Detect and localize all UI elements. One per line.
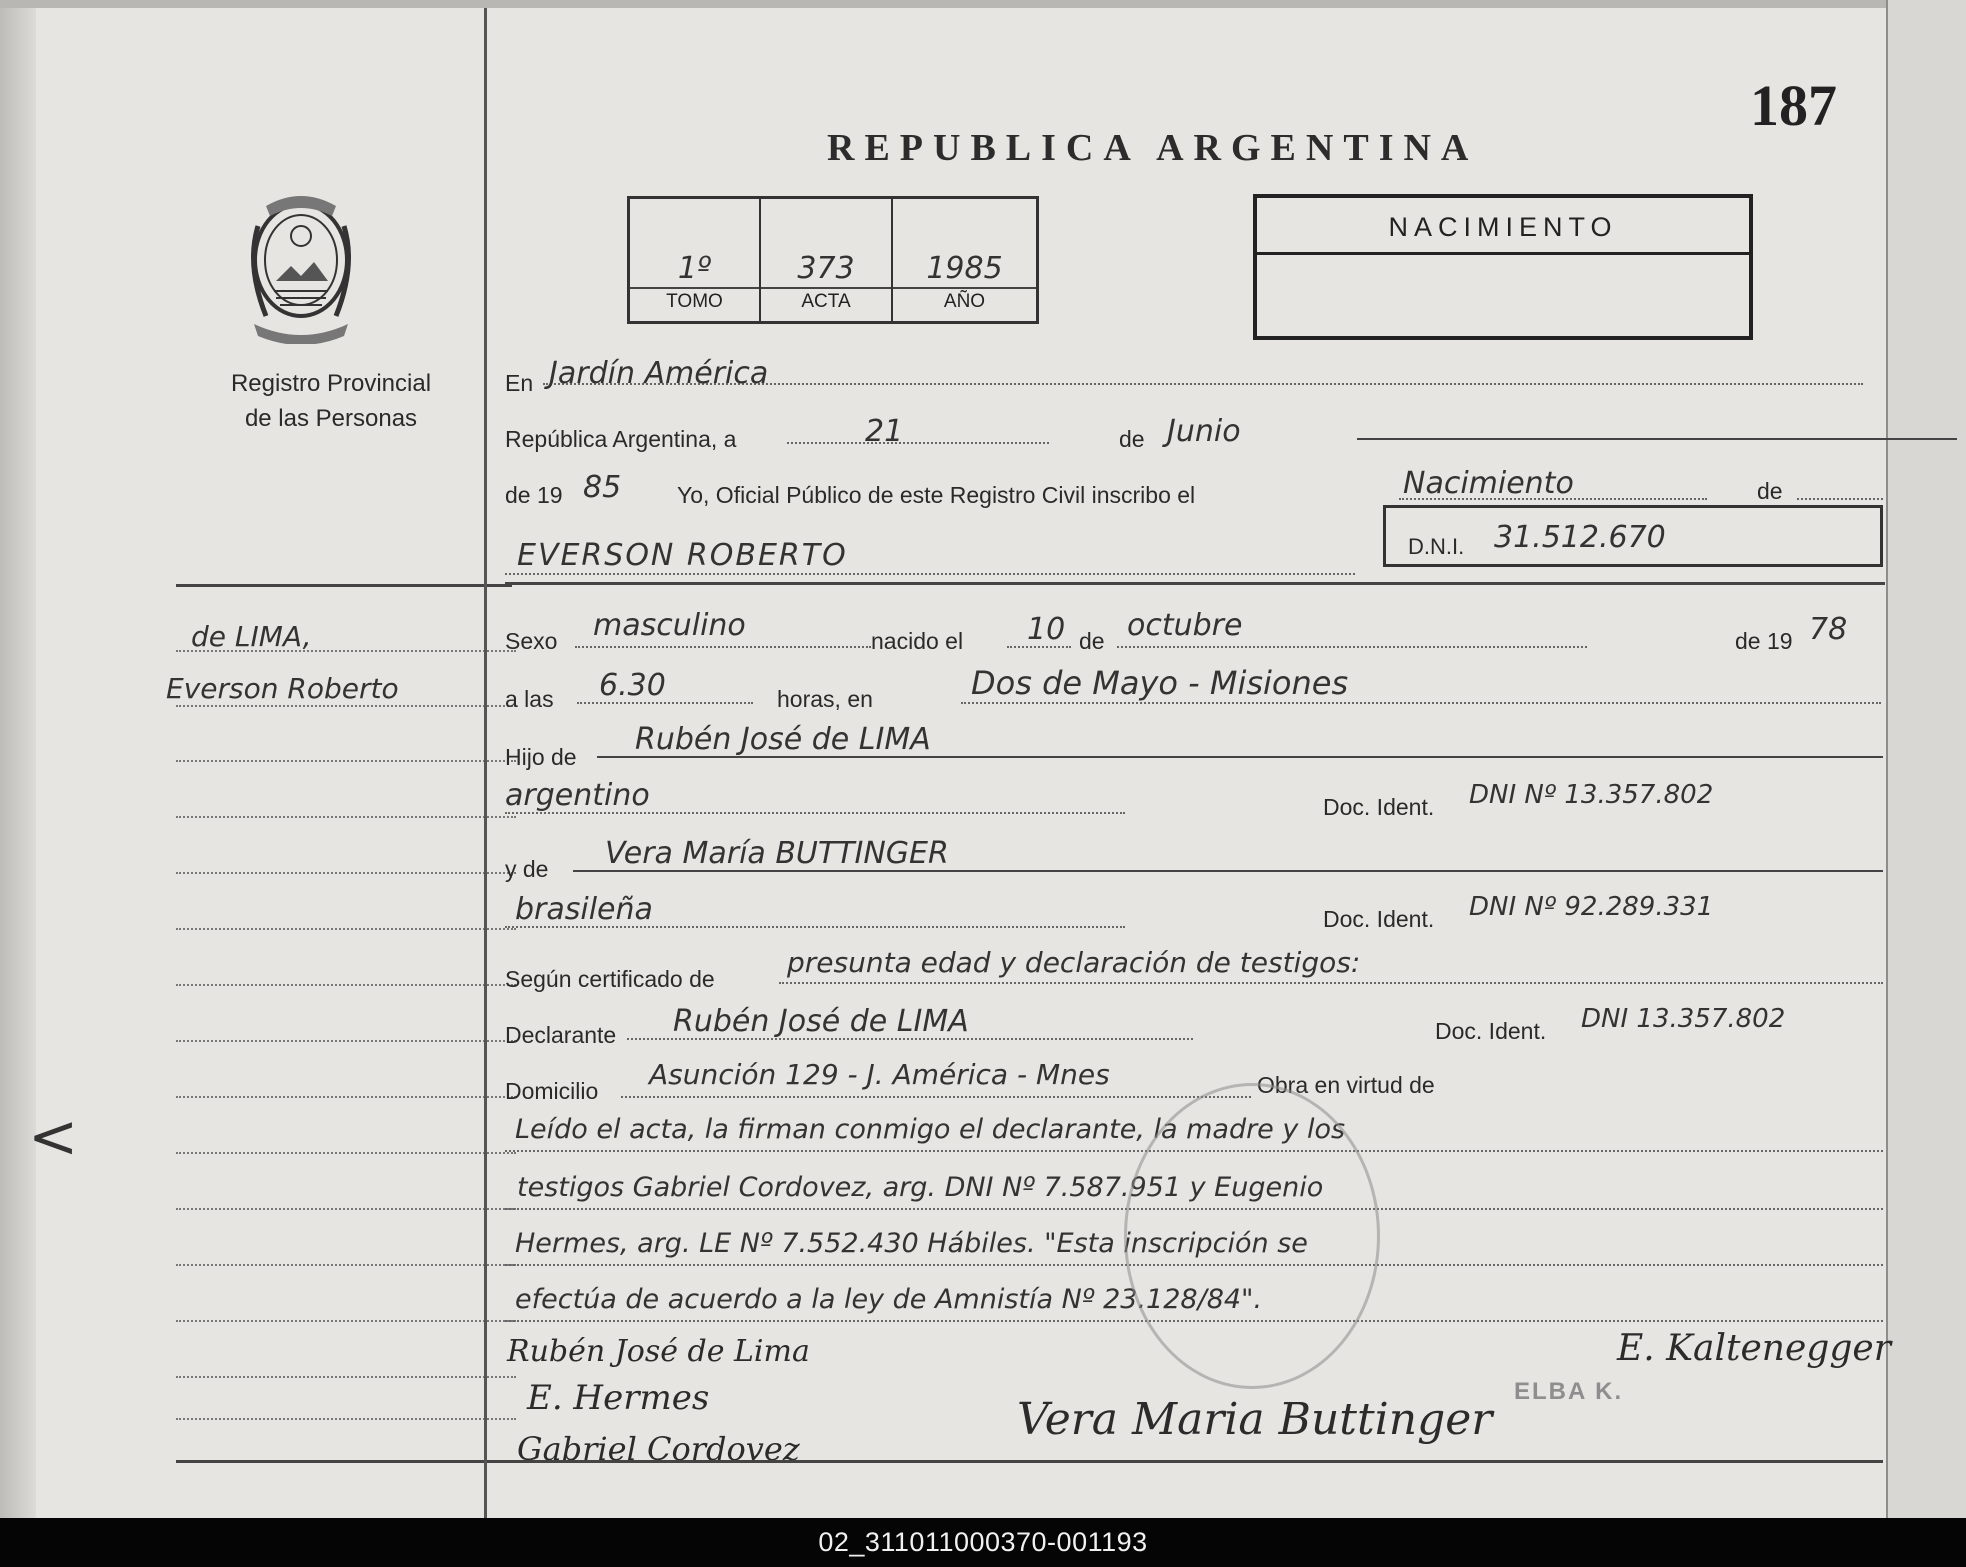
margin-line <box>176 1264 516 1266</box>
father-doc-label: Doc. Ident. <box>1323 794 1435 820</box>
margin-line <box>176 1040 516 1042</box>
officer-stamp: ELBA K. <box>1514 1378 1624 1405</box>
month-line <box>1357 438 1957 440</box>
book-binding <box>0 0 36 1518</box>
hour-value: 6.30 <box>599 668 666 703</box>
margin-line <box>176 705 516 707</box>
born-de-label: de <box>1079 628 1105 654</box>
mother-doc-label: Doc. Ident. <box>1323 906 1435 932</box>
child-name-value: EVERSON ROBERTO <box>517 538 848 573</box>
born-month-value: octubre <box>1127 608 1243 643</box>
margin-note-line1: de LIMA, <box>191 620 312 653</box>
de-label-2: de <box>1757 478 1783 504</box>
yo-text: Yo, Oficial Público de este Registro Civil inscribo el <box>677 482 1196 508</box>
margin-solid-rule-bottom <box>176 1460 512 1463</box>
margin-line <box>176 984 516 986</box>
signature-officer: E. Kaltenegger <box>1617 1328 1891 1369</box>
segun-label: Según certificado de <box>505 966 715 992</box>
left-margin-column <box>36 8 484 1518</box>
de-label: de <box>1119 426 1145 452</box>
record-type-box <box>1253 194 1753 340</box>
father-doc-value: DNI Nº 13.357.802 <box>1469 780 1714 810</box>
document-title: REPUBLICA ARGENTINA <box>827 127 1479 169</box>
event-value: Nacimiento <box>1403 466 1574 501</box>
signature-father: Rubén José de Lima <box>507 1334 810 1369</box>
acta-label: ACTA <box>801 291 851 312</box>
mother-name-value: Vera María BUTTINGER <box>605 836 949 871</box>
hijo-label: Hijo de <box>505 744 577 770</box>
certificado-value: presunta edad y declaración de testigos: <box>787 946 1361 979</box>
born-day-line <box>1007 646 1071 648</box>
margin-solid-rule-top <box>176 584 512 587</box>
margin-line <box>176 872 516 874</box>
year-value: 85 <box>583 470 622 505</box>
margin-line <box>176 1320 516 1322</box>
acta-value: 373 <box>761 251 891 289</box>
page-number: 187 <box>1750 73 1837 138</box>
signature-witness-1: E. Hermes <box>527 1378 710 1418</box>
margin-line <box>176 1208 516 1210</box>
mother-nationality-line <box>505 926 1125 928</box>
declarante-value: Rubén José de LIMA <box>673 1004 969 1039</box>
ano-value: 1985 <box>893 251 1036 289</box>
margin-line <box>176 928 516 930</box>
official-seal <box>1124 1083 1380 1389</box>
text-line-3: efectúa de acuerdo a la ley de Amnistía Nº 23.128/84". <box>515 1284 1263 1315</box>
mother-nationality-value: brasileña <box>515 892 653 927</box>
margin-line <box>176 650 516 652</box>
text-line-1: testigos Gabriel Cordovez, arg. DNI Nº 7.587.951 y Eugenio <box>517 1172 1324 1203</box>
tomo-cell <box>630 199 761 321</box>
margin-line <box>176 1152 516 1154</box>
text-line-2: Hermes, arg. LE Nº 7.552.430 Hábiles. "Esta inscripción se <box>515 1228 1308 1259</box>
signature-mother: Vera Maria Buttinger <box>1017 1394 1493 1445</box>
born-month-line <box>1117 646 1587 648</box>
section-rule <box>505 582 1885 585</box>
margin-line <box>176 1418 516 1420</box>
father-name-line <box>597 756 1883 758</box>
signature-witness-2: Gabriel Cordovez <box>517 1430 800 1468</box>
registry-name-line1: Registro Provincial <box>230 370 432 397</box>
provincial-crest-icon <box>236 186 366 344</box>
republica-label: República Argentina, a <box>505 426 737 452</box>
text-line-0: Leído el acta, la firman conmigo el declarante, la madre y los <box>515 1114 1346 1145</box>
margin-check-mark: < <box>28 1102 79 1172</box>
alas-label: a las <box>505 686 554 712</box>
declarante-doc-label: Doc. Ident. <box>1435 1018 1547 1044</box>
father-nationality-value: argentino <box>505 778 650 813</box>
birth-record-form <box>487 8 1891 1518</box>
top-edge <box>0 0 1966 8</box>
mother-doc-value: DNI Nº 92.289.331 <box>1469 892 1714 922</box>
nacido-label: nacido el <box>871 628 964 654</box>
hour-line <box>577 702 753 704</box>
margin-line <box>176 760 516 762</box>
year-prefix: de 19 <box>505 482 563 508</box>
day-value: 21 <box>865 414 904 449</box>
sexo-label: Sexo <box>505 628 558 654</box>
father-name-value: Rubén José de LIMA <box>635 722 931 757</box>
margin-line <box>176 816 516 818</box>
tomo-label: TOMO <box>666 291 723 312</box>
declarante-line <box>627 1038 1193 1040</box>
day-line <box>787 442 1049 444</box>
domicilio-label: Domicilio <box>505 1078 599 1104</box>
horas-label: horas, en <box>777 686 873 712</box>
dni-box <box>1383 505 1883 567</box>
birth-place-line <box>961 702 1881 704</box>
margin-note-line2: Everson Roberto <box>166 672 399 705</box>
en-value: Jardín América <box>549 356 769 391</box>
record-type-label: NACIMIENTO <box>1257 212 1749 255</box>
domicilio-line <box>621 1096 1251 1098</box>
tomo-value: 1º <box>630 251 759 289</box>
event-line <box>1399 498 1707 500</box>
archive-id-footer: 02_311011000370-001193 <box>0 1518 1966 1567</box>
certificado-line <box>779 982 1883 984</box>
birth-place-value: Dos de Mayo - Misiones <box>971 664 1349 702</box>
margin-line <box>176 1096 516 1098</box>
de-line <box>1797 498 1883 500</box>
father-nationality-line <box>505 812 1125 814</box>
margin-line <box>176 1376 516 1378</box>
dni-label: D.N.I. <box>1408 534 1465 559</box>
registry-name <box>176 366 486 436</box>
yde-label: y de <box>505 856 549 882</box>
acta-cell <box>761 199 893 321</box>
obra-label: Obra en virtud de <box>1257 1072 1435 1098</box>
form-bottom-rule <box>505 1460 1883 1463</box>
born-year-value: 78 <box>1809 612 1848 647</box>
right-page-edge <box>1886 0 1966 1518</box>
ano-cell <box>893 199 1036 321</box>
en-label: En <box>505 370 534 396</box>
child-name-line <box>505 573 1355 575</box>
sexo-value: masculino <box>593 608 746 643</box>
registry-name-line2: de las Personas <box>244 405 418 432</box>
ano-label: AÑO <box>943 291 986 312</box>
domicilio-value: Asunción 129 - J. América - Mnes <box>649 1058 1110 1091</box>
record-reference-box <box>627 196 1039 324</box>
born-day-value: 10 <box>1027 612 1066 647</box>
mother-name-line <box>573 870 1883 872</box>
declarante-doc-value: DNI 13.357.802 <box>1581 1004 1786 1034</box>
declarante-label: Declarante <box>505 1022 617 1048</box>
sexo-line <box>575 646 871 648</box>
dni-value: 31.512.670 <box>1494 520 1666 555</box>
born-year-prefix: de 19 <box>1735 628 1793 654</box>
month-value: Junio <box>1167 414 1241 449</box>
